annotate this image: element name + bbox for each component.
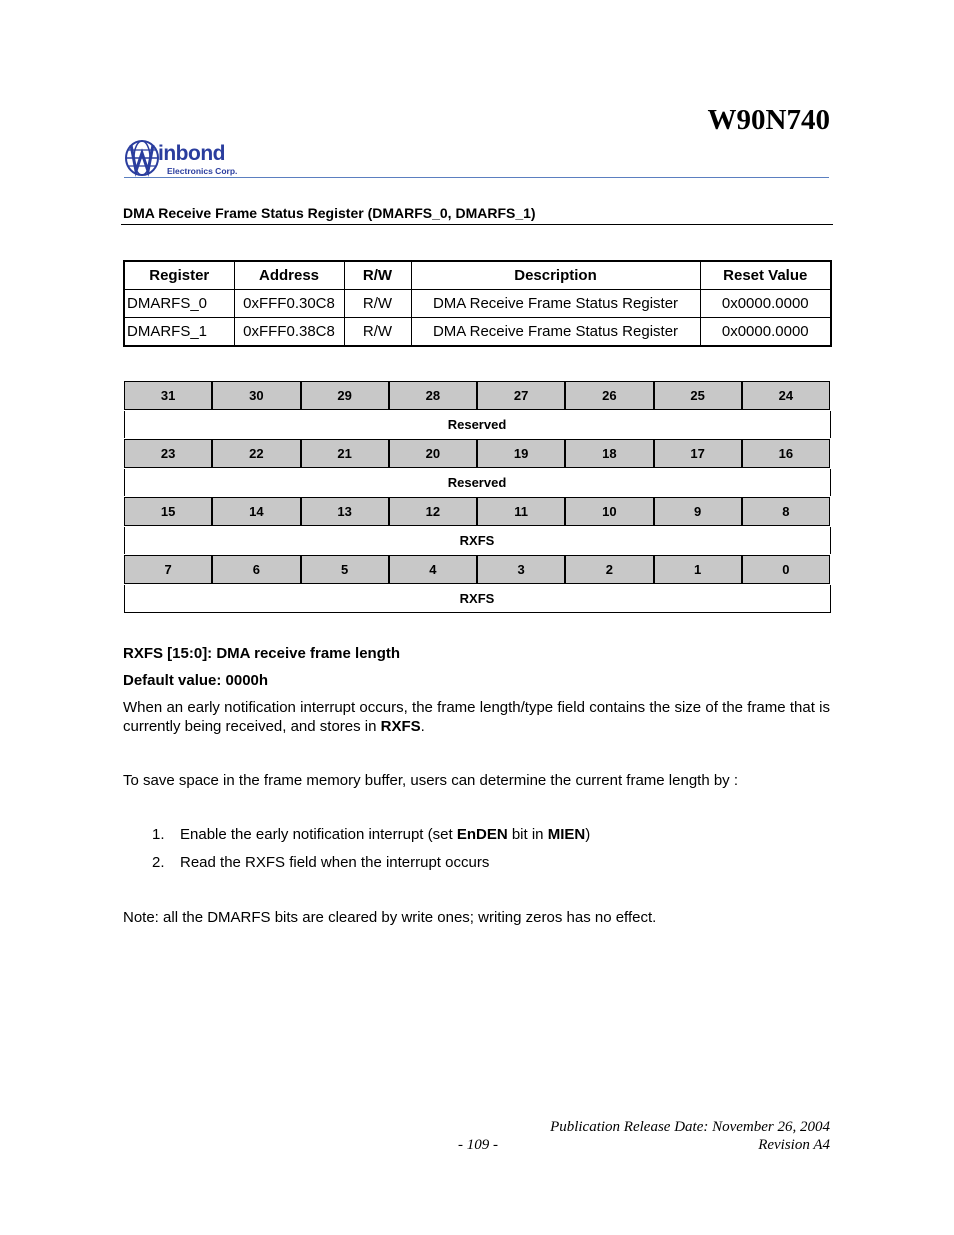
bit-field-row [124,526,830,555]
bit-field-name: Reserved [124,410,830,439]
bit-number: 2 [565,555,653,584]
col-description: Description [411,261,700,290]
bit-field-name: Reserved [124,468,830,497]
list-text: ) [585,826,591,843]
bit-number: 29 [301,381,389,410]
bit-number-row [124,555,830,584]
bit-number: 9 [654,497,742,526]
bit-number: 17 [654,439,742,468]
bit-number: 28 [389,381,477,410]
bit-number: 19 [477,439,565,468]
bit-number: 13 [301,497,389,526]
header-rule [124,177,829,178]
cell-reset-value: 0x0000.0000 [700,318,831,347]
field-heading: RXFS [15:0]: DMA receive frame length [123,645,401,662]
list-text: bit in [507,826,548,843]
bit-number: 14 [212,497,300,526]
bit-field-table [123,380,831,613]
bit-number: 0 [742,555,830,584]
bit-number-row [124,497,830,526]
list-bold: MIEN [547,826,586,843]
page-number: - 109 - [458,1137,498,1153]
list-item [152,826,590,843]
bit-number: 11 [477,497,565,526]
register-table-header [124,261,831,290]
description-bold: RXFS [380,718,421,735]
logo-subtitle: Electronics Corp. [167,166,238,176]
bit-number: 23 [124,439,212,468]
cell-address: 0xFFF0.30C8 [234,290,344,318]
revision: Revision A4 [758,1137,830,1153]
intro-paragraph: To save space in the frame memory buffer, users can determine the current frame length by : [123,772,739,789]
cell-description: DMA Receive Frame Status Register [411,290,700,318]
section-title: DMA Receive Frame Status Register (DMARFS_0, DMARFS_1) [123,205,536,221]
bit-number: 4 [389,555,477,584]
col-address: Address [234,261,344,290]
description-end: . [420,718,425,735]
publication-date: Publication Release Date: November 26, 2004 [550,1119,830,1135]
bit-number: 15 [124,497,212,526]
bit-number: 6 [212,555,300,584]
bit-number: 22 [212,439,300,468]
cell-address: 0xFFF0.38C8 [234,318,344,347]
note-paragraph: Note: all the DMARFS bits are cleared by write ones; writing zeros has no effect. [123,909,657,926]
bit-number: 27 [477,381,565,410]
bit-number: 30 [212,381,300,410]
bit-number: 1 [654,555,742,584]
list-text: Read the RXFS field when the interrupt occurs [180,854,490,871]
bit-number: 26 [565,381,653,410]
bit-number: 8 [742,497,830,526]
bit-number-row [124,439,830,468]
cell-register: DMARFS_1 [124,318,234,347]
cell-description: DMA Receive Frame Status Register [411,318,700,347]
bit-number: 18 [565,439,653,468]
table-row [124,290,831,318]
cell-register: DMARFS_0 [124,290,234,318]
col-register: Register [124,261,234,290]
bit-number: 5 [301,555,389,584]
bit-number: 10 [565,497,653,526]
cell-rw: R/W [344,318,411,347]
bit-number: 16 [742,439,830,468]
cell-rw: R/W [344,290,411,318]
list-text: Enable the early notification interrupt (set [180,826,457,843]
winbond-logo [125,139,255,179]
bit-number: 3 [477,555,565,584]
bit-field-row [124,410,830,439]
bit-number: 12 [389,497,477,526]
logo-word: inbond [158,142,225,165]
field-description [123,698,830,736]
bit-field-row [124,468,830,497]
list-bold: EnDEN [456,826,508,843]
bit-number: 21 [301,439,389,468]
section-rule [121,224,833,225]
bit-field-name: RXFS [124,584,830,613]
bit-number: 31 [124,381,212,410]
cell-reset-value: 0x0000.0000 [700,290,831,318]
bit-field-name: RXFS [124,526,830,555]
bit-number: 24 [742,381,830,410]
col-reset-value: Reset Value [700,261,831,290]
bit-number: 7 [124,555,212,584]
default-value: Default value: 0000h [123,672,269,689]
list-number: 2. [152,854,165,871]
col-rw: R/W [344,261,411,290]
bit-number: 20 [389,439,477,468]
bit-number: 25 [654,381,742,410]
bit-field-row [124,584,830,613]
list-item [152,854,489,871]
register-table [123,260,832,347]
chip-title: W90N740 [707,104,830,136]
list-number: 1. [152,826,165,843]
description-text: When an early notification interrupt occurs, the frame length/type field contains the size of the frame that is currently being received, and stores in [123,699,830,735]
table-row [124,318,831,347]
globe-icon [125,139,161,177]
bit-number-row [124,381,830,410]
